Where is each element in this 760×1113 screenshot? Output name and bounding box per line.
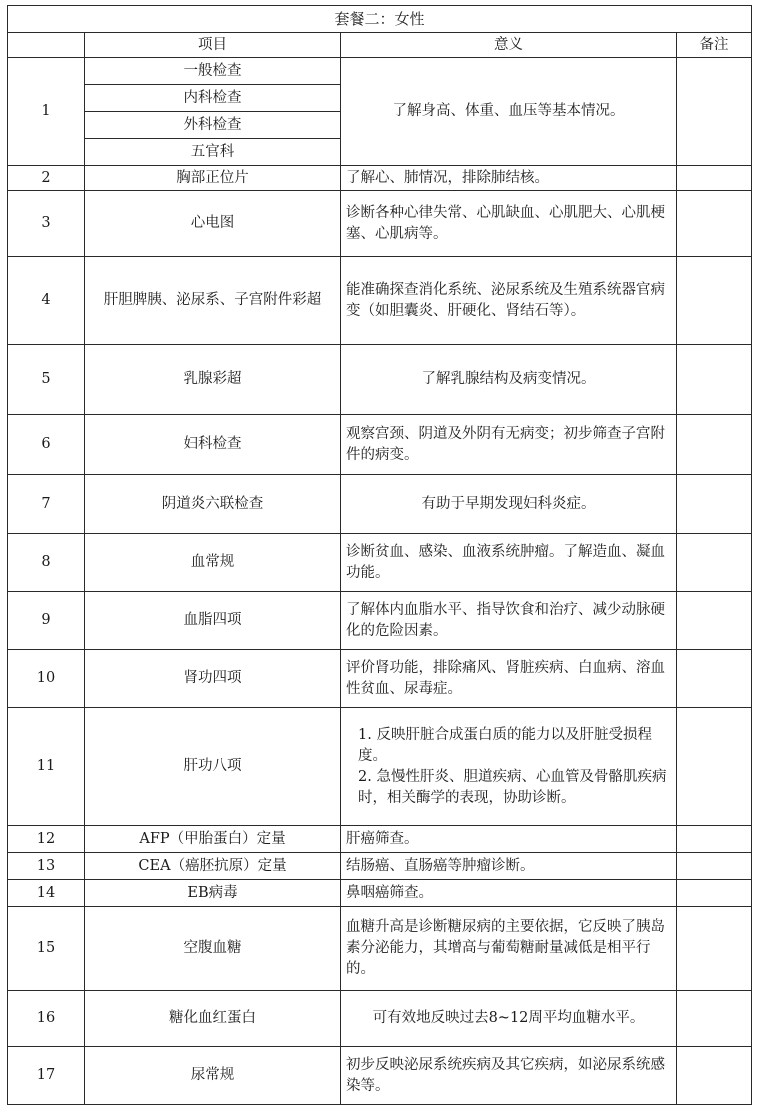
row-item: 血常规 — [85, 534, 341, 592]
row-meaning — [341, 708, 677, 826]
row-number: 1 — [8, 58, 85, 166]
row-number: 9 — [8, 592, 85, 650]
title-row — [8, 6, 752, 33]
row-meaning: 了解体内血脂水平、指导饮食和治疗、减少动脉硬化的危险因素。 — [341, 592, 677, 650]
row-meaning: 肝癌筛查。 — [341, 826, 677, 853]
row-remark — [677, 1047, 752, 1105]
header-no — [8, 33, 85, 58]
row-number: 5 — [8, 345, 85, 415]
row-remark — [677, 650, 752, 708]
row-remark — [677, 880, 752, 907]
table-title: 套餐二：女性 — [8, 6, 752, 33]
table-row — [8, 880, 752, 907]
row-remark — [677, 708, 752, 826]
row-item: 肝胆脾胰、泌尿系、子宫附件彩超 — [85, 257, 341, 345]
table-row — [8, 1047, 752, 1105]
row-remark — [677, 345, 752, 415]
header-meaning: 意义 — [341, 33, 677, 58]
table-row — [8, 166, 752, 191]
row-item: CEA（癌胚抗原）定量 — [85, 853, 341, 880]
table-row — [8, 415, 752, 475]
table-row — [8, 853, 752, 880]
row-number: 12 — [8, 826, 85, 853]
table-row — [8, 345, 752, 415]
row-meaning: 诊断贫血、感染、血液系统肿瘤。了解造血、凝血功能。 — [341, 534, 677, 592]
row-remark — [677, 907, 752, 991]
row-meaning: 鼻咽癌筛查。 — [341, 880, 677, 907]
row-item: 血脂四项 — [85, 592, 341, 650]
meaning-point-1: 1. 反映肝脏合成蛋白质的能力以及肝脏受损程度。 — [358, 726, 652, 764]
row-meaning: 初步反映泌尿系统疾病及其它疾病，如泌尿系统感染等。 — [341, 1047, 677, 1105]
header-remark: 备注 — [677, 33, 752, 58]
package-table — [7, 5, 752, 1105]
row-item: 胸部正位片 — [85, 166, 341, 191]
row-remark — [677, 415, 752, 475]
row-item: 肾功四项 — [85, 650, 341, 708]
row-meaning: 评价肾功能，排除痛风、肾脏疾病、白血病、溶血性贫血、尿毒症。 — [341, 650, 677, 708]
row-number: 8 — [8, 534, 85, 592]
row-item: 阴道炎六联检查 — [85, 475, 341, 534]
row-meaning: 观察宫颈、阴道及外阴有无病变；初步筛查子宫附件的病变。 — [341, 415, 677, 475]
row-remark — [677, 592, 752, 650]
table-row — [8, 592, 752, 650]
row-remark — [677, 166, 752, 191]
row-item: 尿常规 — [85, 1047, 341, 1105]
row-number: 7 — [8, 475, 85, 534]
row-remark — [677, 191, 752, 257]
row-number: 10 — [8, 650, 85, 708]
row-item: 一般检查 — [85, 58, 341, 85]
table-row — [8, 191, 752, 257]
table-row — [8, 907, 752, 991]
row-meaning: 可有效地反映过去8~12周平均血糖水平。 — [341, 991, 677, 1047]
row-remark — [677, 475, 752, 534]
header-row — [8, 33, 752, 58]
row-item: 肝功八项 — [85, 708, 341, 826]
row-meaning: 了解乳腺结构及病变情况。 — [341, 345, 677, 415]
row-item: 内科检查 — [85, 85, 341, 112]
row-item: 心电图 — [85, 191, 341, 257]
row-item: 五官科 — [85, 139, 341, 166]
row-number: 13 — [8, 853, 85, 880]
row-item: 乳腺彩超 — [85, 345, 341, 415]
row-number: 2 — [8, 166, 85, 191]
meaning-point-2: 2. 急慢性肝炎、胆道疾病、心血管及骨骼肌疾病时，相关酶学的表现，协助诊断。 — [358, 768, 667, 806]
row-meaning: 结肠癌、直肠癌等肿瘤诊断。 — [341, 853, 677, 880]
table-row — [8, 257, 752, 345]
row-number: 17 — [8, 1047, 85, 1105]
table-row — [8, 826, 752, 853]
row-item: 糖化血红蛋白 — [85, 991, 341, 1047]
row-meaning: 能准确探查消化系统、泌尿系统及生殖系统器官病变（如胆囊炎、肝硬化、肾结石等）。 — [341, 257, 677, 345]
header-item: 项目 — [85, 33, 341, 58]
table-row — [8, 534, 752, 592]
table-row — [8, 475, 752, 534]
row-meaning: 诊断各种心律失常、心肌缺血、心肌肥大、心肌梗塞、心肌病等。 — [341, 191, 677, 257]
table-row — [8, 708, 752, 826]
row-meaning: 血糖升高是诊断糖尿病的主要依据，它反映了胰岛素分泌能力，其增高与葡萄糖耐量减低是相平行的。 — [341, 907, 677, 991]
row-remark — [677, 58, 752, 166]
row-remark — [677, 534, 752, 592]
row-number: 3 — [8, 191, 85, 257]
row-number: 15 — [8, 907, 85, 991]
row-item: 外科检查 — [85, 112, 341, 139]
row-meaning: 了解心、肺情况，排除肺结核。 — [341, 166, 677, 191]
row-number: 6 — [8, 415, 85, 475]
row-meaning: 了解身高、体重、血压等基本情况。 — [341, 58, 677, 166]
row-item: 空腹血糖 — [85, 907, 341, 991]
table-row — [8, 650, 752, 708]
row-number: 16 — [8, 991, 85, 1047]
table-row — [8, 991, 752, 1047]
row-remark — [677, 853, 752, 880]
row-number: 14 — [8, 880, 85, 907]
row-item: 妇科检查 — [85, 415, 341, 475]
row-remark — [677, 826, 752, 853]
row-item: EB病毒 — [85, 880, 341, 907]
row-remark — [677, 257, 752, 345]
row-number: 11 — [8, 708, 85, 826]
row-number: 4 — [8, 257, 85, 345]
row-remark — [677, 991, 752, 1047]
table-row — [8, 58, 752, 85]
row-meaning: 有助于早期发现妇科炎症。 — [341, 475, 677, 534]
row-item: AFP（甲胎蛋白）定量 — [85, 826, 341, 853]
